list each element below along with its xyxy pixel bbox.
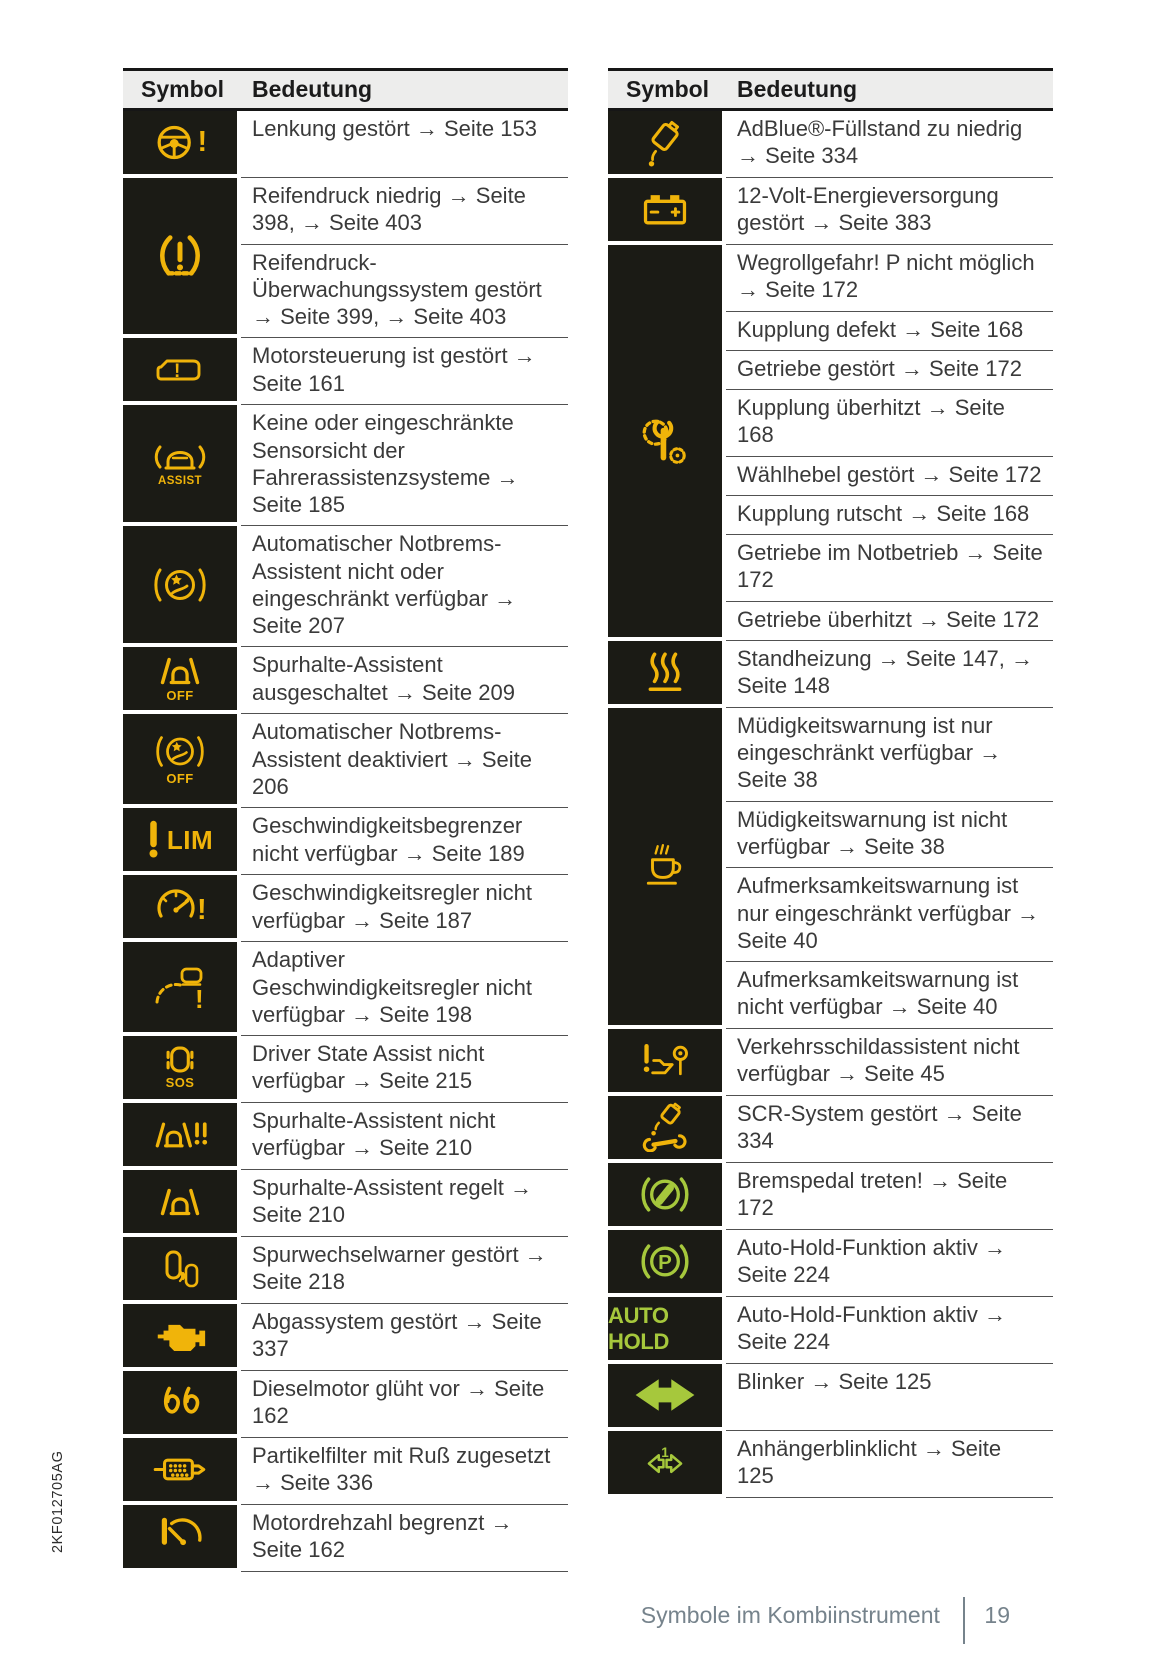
steering-warning-icon (123, 111, 237, 174)
footer-divider (963, 1597, 966, 1644)
meaning-cell: Verkehrsschildassistent nicht verfügbar → Seite 45 (726, 1029, 1053, 1096)
meaning-cells (726, 1096, 1053, 1163)
meaning-cell: Dieselmotor glüht vor → Seite 162 (241, 1371, 568, 1438)
meaning-cell: Partikelfilter mit Ruß zugesetzt → Seite 336 (241, 1438, 568, 1505)
meaning-cells (241, 714, 568, 808)
auto-hold-brake-icon (608, 1230, 722, 1293)
table-header-row (608, 71, 1053, 111)
meaning-cells (241, 526, 568, 647)
meaning-cell: Bremspedal treten! → Seite 172 (726, 1163, 1053, 1230)
meaning-cell: Geschwindigkeitsbegrenzer nicht verfügbar → Seite 189 (241, 808, 568, 875)
meaning-cells (241, 1438, 568, 1505)
meaning-cell: Spurwechselwarner gestört → Seite 218 (241, 1237, 568, 1304)
speed-limiter-icon (123, 808, 237, 871)
meaning-cell: Getriebe im Notbetrieb → Seite 172 (726, 535, 1053, 602)
symbol-row (123, 1304, 568, 1371)
lane-keeping-warning-icon (123, 1103, 237, 1166)
adaptive-cruise-warning-icon (123, 942, 237, 1032)
symbol-row (123, 875, 568, 942)
brake-pedal-icon (608, 1163, 722, 1226)
symbol-row (123, 808, 568, 875)
meaning-cells (726, 708, 1053, 1029)
lane-keeping-off-icon (123, 647, 237, 710)
page-number: 19 (984, 1602, 1010, 1628)
auxiliary-heating-icon (608, 641, 722, 704)
meaning-cell: Müdigkeitswarnung ist nur eingeschränkt verfügbar → Seite 38 (726, 708, 1053, 802)
svg-text:P: P (658, 1250, 672, 1274)
symbol-row (123, 942, 568, 1036)
symbol-row (123, 111, 568, 178)
meaning-cell: 12-Volt-Energieversorgung gestört → Seite 383 (726, 178, 1053, 245)
column-header-meaning: Bedeutung (252, 76, 373, 102)
warning-symbols-table-left (123, 68, 568, 1572)
symbol-row (123, 1505, 568, 1572)
turn-signal-arrows-icon (608, 1364, 722, 1427)
meaning-cells (241, 808, 568, 875)
driver-assist-sensor-icon (123, 405, 237, 522)
symbol-row (123, 178, 568, 338)
adblue-level-icon (608, 111, 722, 174)
meaning-cell: Aufmerksamkeitswarnung ist nicht verfügbar → Seite 40 (726, 962, 1053, 1029)
meaning-cells (241, 875, 568, 942)
meaning-cells (241, 1103, 568, 1170)
table-header-row (123, 71, 568, 111)
meaning-cells (241, 1170, 568, 1237)
symbol-row (123, 338, 568, 405)
meaning-cell: Wegrollgefahr! P nicht möglich → Seite 172 (726, 245, 1053, 312)
symbol-row (608, 111, 1053, 178)
trailer-turn-signal-icon (608, 1431, 722, 1494)
icon-caption: AUTO HOLD (608, 1302, 670, 1354)
meaning-cells (241, 1304, 568, 1371)
meaning-cells (241, 338, 568, 405)
symbol-row (123, 714, 568, 808)
meaning-cell: Motordrehzahl begrenzt → Seite 162 (241, 1505, 568, 1572)
meaning-cells (726, 641, 1053, 708)
document-code: 2KF012705AG (50, 1450, 66, 1553)
meaning-cell: Abgassystem gestört → Seite 337 (241, 1304, 568, 1371)
meaning-cells (241, 647, 568, 714)
symbol-row (123, 1036, 568, 1103)
meaning-cells (726, 111, 1053, 178)
meaning-cell: SCR-System gestört → Seite 334 (726, 1096, 1053, 1163)
symbol-row (123, 526, 568, 647)
meaning-cells (241, 942, 568, 1036)
emergency-brake-assist-icon (123, 526, 237, 643)
meaning-cell: Wählhebel gestört → Seite 172 (726, 457, 1053, 496)
symbol-row (608, 245, 1053, 641)
symbol-row (123, 1438, 568, 1505)
driver-state-assist-icon (123, 1036, 237, 1099)
symbol-row (608, 708, 1053, 1029)
meaning-cells (726, 1364, 1053, 1431)
meaning-cell: Motorsteuerung ist gestört → Seite 161 (241, 338, 568, 405)
column-header-symbol: Symbol (626, 76, 710, 102)
meaning-cell: Auto-Hold-Funktion aktiv → Seite 224 (726, 1230, 1053, 1297)
symbol-row (608, 1230, 1053, 1297)
symbol-row (608, 1029, 1053, 1096)
svg-text:!: ! (197, 893, 207, 926)
auto-hold-text-icon (608, 1297, 722, 1360)
meaning-cell: Adaptiver Geschwindigkeitsregler nicht verfügbar → Seite 198 (241, 942, 568, 1036)
transmission-service-icon (608, 245, 722, 637)
meaning-cell: Standheizung → Seite 147, → Seite 148 (726, 641, 1053, 708)
symbol-row (608, 1431, 1053, 1498)
meaning-cell: Lenkung gestört → Seite 153 (241, 111, 568, 178)
symbol-row (123, 1237, 568, 1304)
meaning-cell: Anhängerblinklicht → Seite 125 (726, 1431, 1053, 1498)
meaning-cell: Reifendruck niedrig → Seite 398, → Seite 403 (241, 178, 568, 245)
page-footer (641, 1597, 1010, 1644)
column-header-symbol: Symbol (141, 76, 225, 102)
meaning-cell: Reifendruck-Überwachungssystem gestört → Seite 399, → Seite 403 (241, 245, 568, 339)
meaning-cells (241, 1036, 568, 1103)
symbol-row (608, 178, 1053, 245)
meaning-cell: Spurhalte-Assistent regelt → Seite 210 (241, 1170, 568, 1237)
lane-keeping-active-icon (123, 1170, 237, 1233)
driver-fatigue-icon (608, 708, 722, 1025)
meaning-cell: Automatischer Notbrems-Assistent nicht oder eingeschränkt verfügbar → Seite 207 (241, 526, 568, 647)
meaning-cells (241, 1237, 568, 1304)
meaning-cells (241, 111, 568, 178)
meaning-cells (241, 1505, 568, 1572)
meaning-cell: Kupplung rutscht → Seite 168 (726, 496, 1053, 535)
svg-text:!: ! (197, 126, 208, 159)
meaning-cells (726, 1230, 1053, 1297)
meaning-cell: AdBlue®-Füllstand zu niedrig → Seite 334 (726, 111, 1053, 178)
meaning-cell: Spurhalte-Assistent nicht verfügbar → Seite 210 (241, 1103, 568, 1170)
rpm-limit-icon (123, 1505, 237, 1568)
warning-symbols-table-right (608, 68, 1053, 1498)
check-engine-icon (123, 1304, 237, 1367)
particulate-filter-icon (123, 1438, 237, 1501)
column-header-meaning: Bedeutung (737, 76, 858, 102)
meaning-cell: Kupplung defekt → Seite 168 (726, 312, 1053, 351)
symbol-row (123, 1103, 568, 1170)
meaning-cell: Müdigkeitswarnung ist nicht verfügbar → Seite 38 (726, 802, 1053, 869)
icon-caption: ASSIST (158, 475, 202, 488)
icon-caption: LIM (166, 824, 214, 855)
engine-control-icon (123, 338, 237, 401)
meaning-cell: Keine oder eingeschränkte Sensorsicht der Fahrerassistenzsysteme → Seite 185 (241, 405, 568, 526)
symbol-row (123, 647, 568, 714)
meaning-cell: Kupplung überhitzt → Seite 168 (726, 390, 1053, 457)
meaning-cells (726, 1029, 1053, 1096)
scr-system-icon (608, 1096, 722, 1159)
symbol-row (608, 1364, 1053, 1431)
footer-section-title: Symbole im Kombiinstrument (640, 1602, 940, 1628)
symbol-row (608, 1163, 1053, 1230)
meaning-cells (241, 405, 568, 526)
symbol-row (608, 1096, 1053, 1163)
meaning-cells (726, 245, 1053, 641)
meaning-cell: Automatischer Notbrems-Assistent deaktiviert → Seite 206 (241, 714, 568, 808)
blind-spot-warning-icon (123, 1237, 237, 1300)
meaning-cell: Aufmerksamkeitswarnung ist nur eingeschränkt verfügbar → Seite 40 (726, 868, 1053, 962)
svg-text:!: ! (195, 984, 204, 1011)
svg-text:1: 1 (661, 1444, 669, 1460)
svg-text:!: ! (174, 360, 181, 382)
meaning-cells (726, 178, 1053, 245)
icon-caption: OFF (166, 688, 194, 704)
meaning-cell: Blinker → Seite 125 (726, 1364, 1053, 1431)
symbol-row (608, 1297, 1053, 1364)
meaning-cell: Getriebe überhitzt → Seite 172 (726, 602, 1053, 641)
emergency-brake-assist-off-icon (123, 714, 237, 804)
battery-warning-icon (608, 178, 722, 241)
meaning-cell: Auto-Hold-Funktion aktiv → Seite 224 (726, 1297, 1053, 1364)
glow-plug-icon (123, 1371, 237, 1434)
symbol-row (123, 1371, 568, 1438)
icon-caption: OFF (166, 770, 194, 786)
traffic-sign-assist-icon (608, 1029, 722, 1092)
meaning-cells (726, 1431, 1053, 1498)
symbol-row (608, 641, 1053, 708)
tire-pressure-warning-icon (123, 178, 237, 334)
meaning-cell: Spurhalte-Assistent ausgeschaltet → Seite 209 (241, 647, 568, 714)
symbol-row (123, 1170, 568, 1237)
meaning-cells (241, 178, 568, 338)
icon-caption: SOS (165, 1075, 195, 1091)
cruise-control-warning-icon (123, 875, 237, 938)
meaning-cells (241, 1371, 568, 1438)
meaning-cells (726, 1297, 1053, 1364)
meaning-cell: Getriebe gestört → Seite 172 (726, 351, 1053, 390)
meaning-cell: Driver State Assist nicht verfügbar → Seite 215 (241, 1036, 568, 1103)
meaning-cells (726, 1163, 1053, 1230)
meaning-cell: Geschwindigkeitsregler nicht verfügbar → Seite 187 (241, 875, 568, 942)
symbol-row (123, 405, 568, 526)
